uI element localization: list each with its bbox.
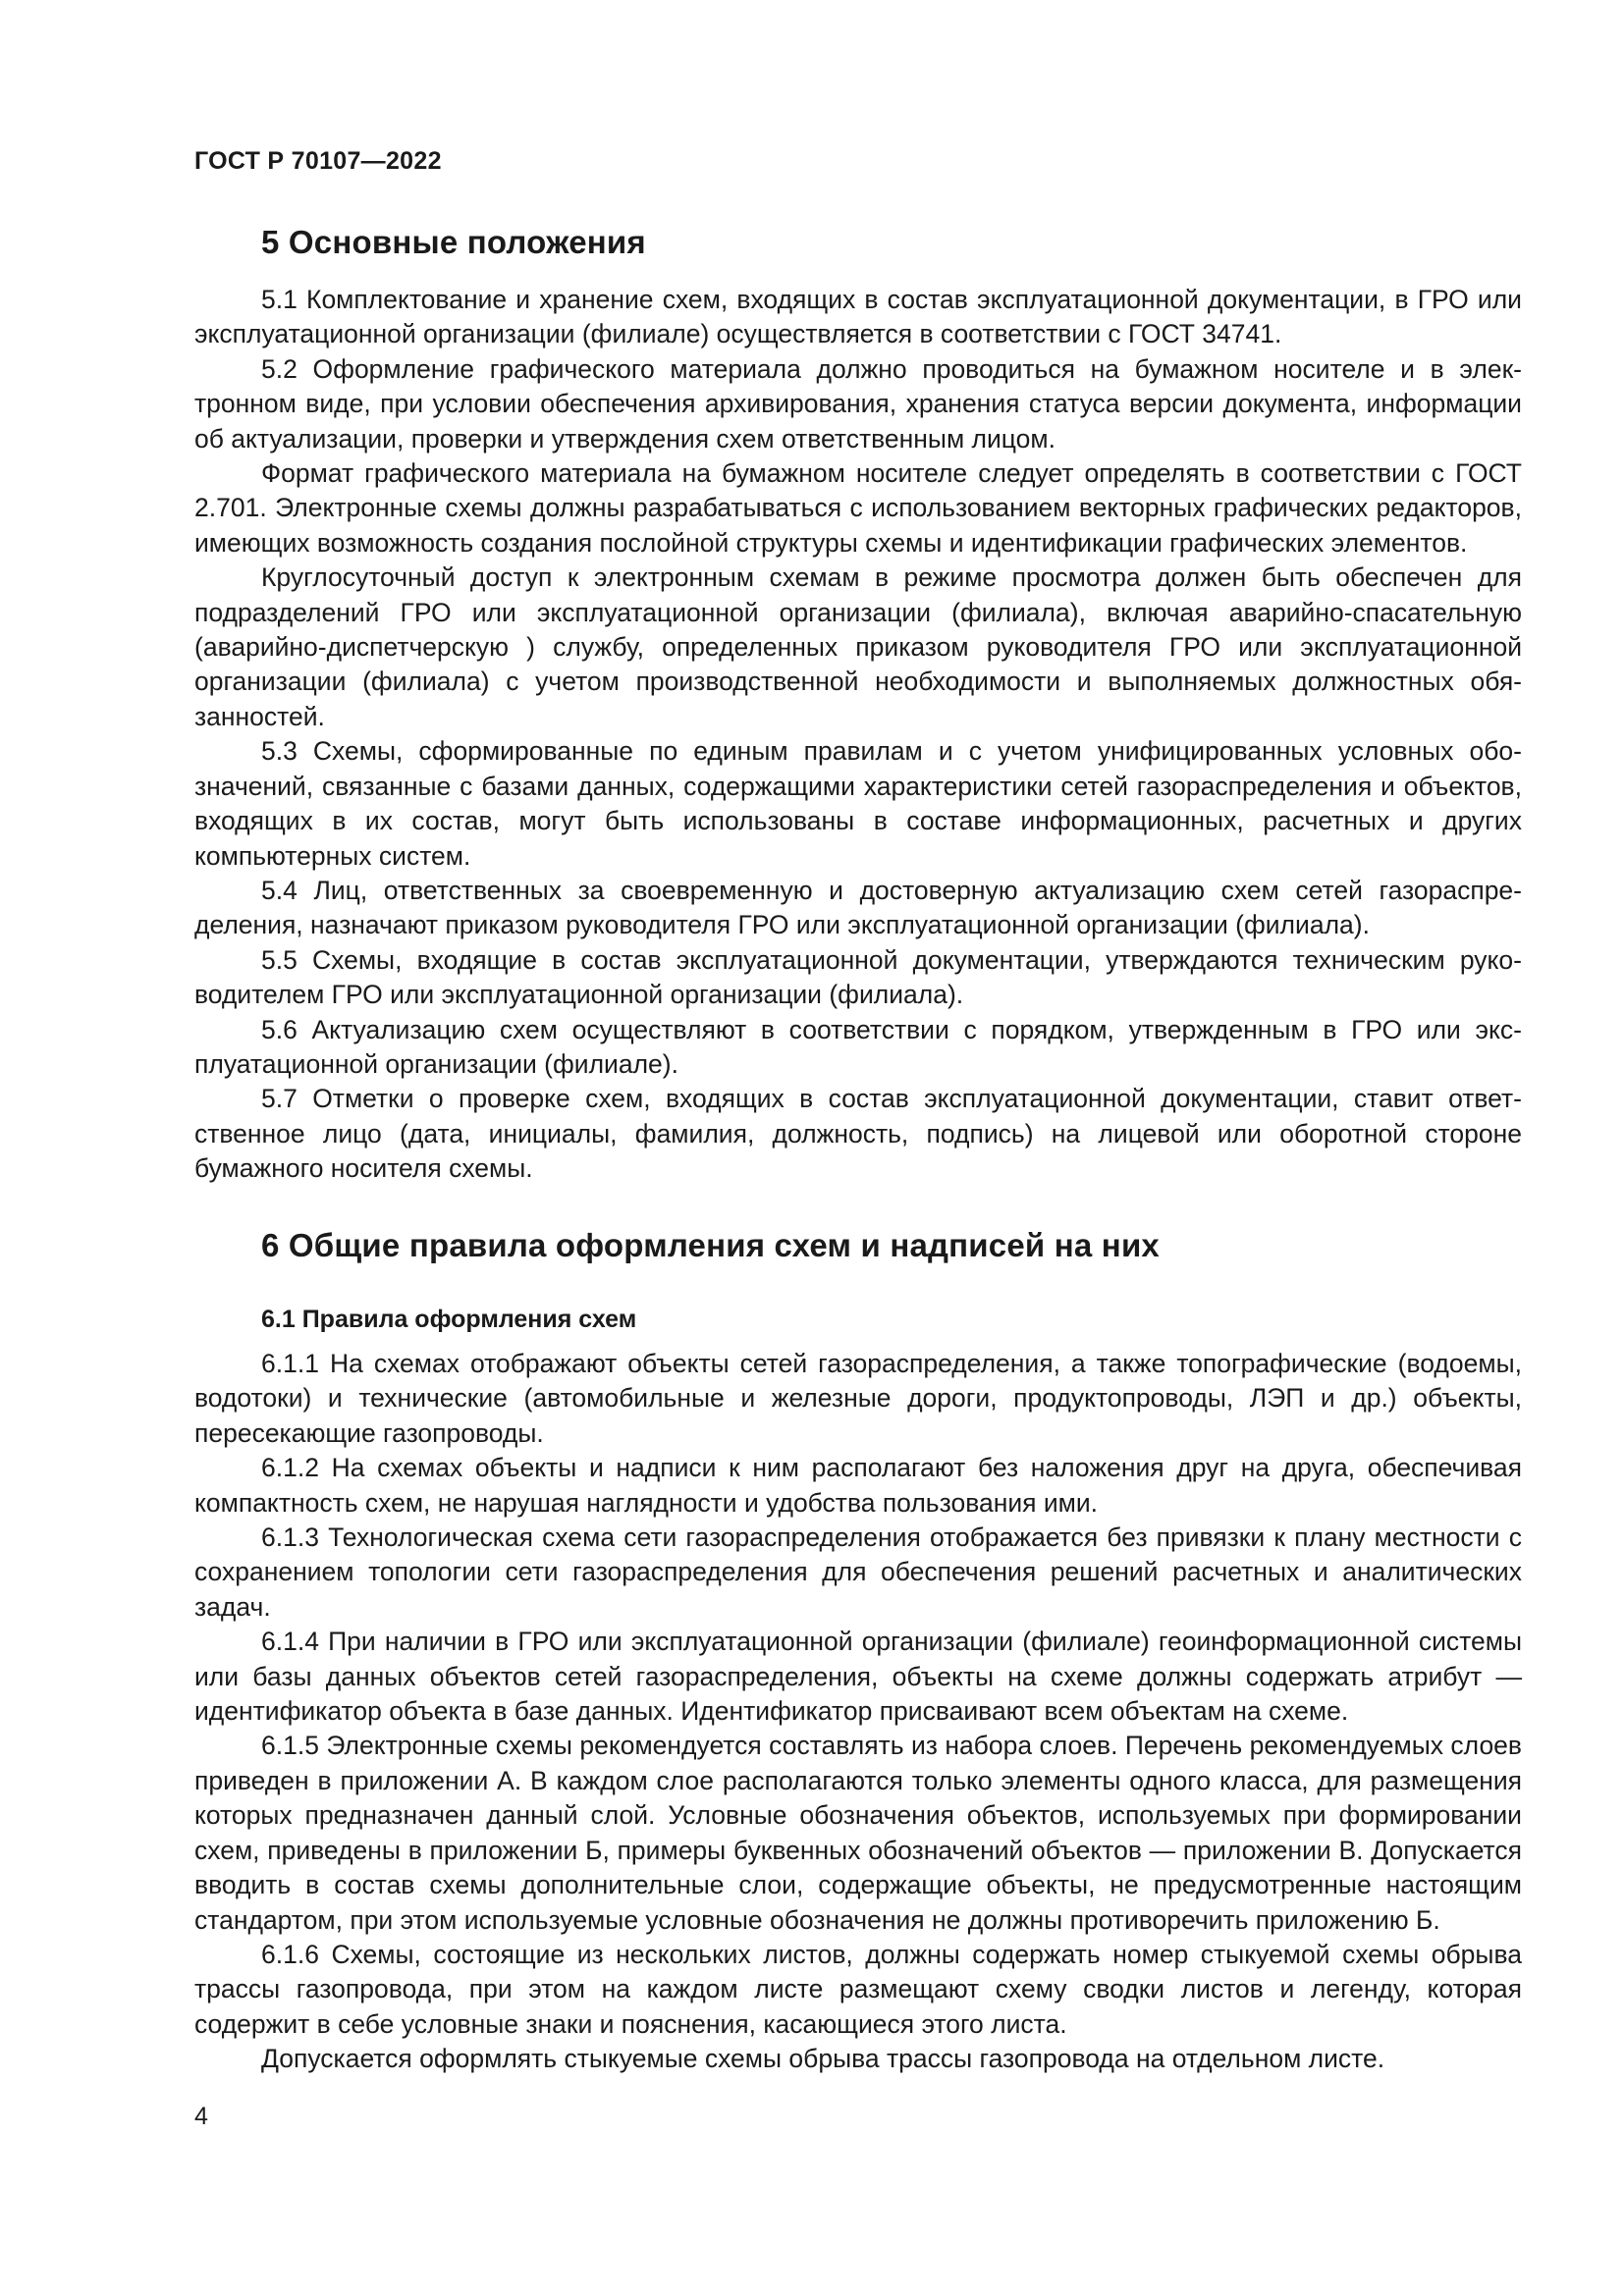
paragraph-6-1-1: 6.1.1 На схемах отображают объекты сетей газораспределения, а также топографические (водоемы, водотоки) и технические (автомобильные и железные дороги, продуктопроводы, ЛЭП и др.) объекты, пересекающие газопроводы. — [194, 1349, 1522, 1448]
section-5-heading: 5 Основные положения — [261, 224, 646, 260]
document-code: ГОСТ Р 70107—2022 — [194, 147, 442, 175]
paragraph-5-1: 5.1 Комплектование и хранение схем, входящих в состав эксплуатационной документации, в ГРО или эксплуатационной организации (филиале) осуществляется в соответствии с ГОСТ 34741. — [194, 285, 1522, 349]
paragraph-5-6: 5.6 Актуализацию схем осуществляют в соответствии с порядком, утвержденным в ГРО или эксплуатационной организации (филиале). — [194, 1014, 1522, 1079]
paragraph-5-7: 5.7 Отметки о проверке схем, входящих в состав эксплуатационной документации, ставит ответственное лицо (дата, инициалы, фамилия, должность, подпись) на лицевой или оборотной стороне бумажного носителя схемы. — [194, 1084, 1522, 1184]
paragraph-6-1-4: 6.1.4 При наличии в ГРО или эксплуатационной организации (филиале) геоинформационной системы или базы данных объектов сетей газораспределения, объекты на схеме должны содержать атрибут — идентификатор объекта в базе данных. Идентификатор присваивают всем объектам на схеме. — [194, 1627, 1522, 1727]
section-5-body — [194, 283, 1522, 1187]
section-6-heading: 6 Общие правила оформления схем и надписей на них — [261, 1227, 1160, 1263]
paragraph-6-1-3: 6.1.3 Технологическая схема сети газораспределения отображается без привязки к плану местности с сохранением топологии сети газораспределения для обеспечения решений расчетных и аналитических задач. — [194, 1522, 1522, 1622]
paragraph-6-1-6: 6.1.6 Схемы, состоящие из нескольких листов, должны содержать номер стыкуемой схемы обрыва трассы газопровода, при этом на каждом листе размещают схему сводки листов и легенду, которая содержит в себе условные знаки и пояснения, касающиеся этого листа. — [194, 1939, 1522, 2039]
subsection-6-1-heading: 6.1 Правила оформления схем — [261, 1306, 637, 1333]
section-6-body — [194, 1347, 1522, 2077]
paragraph-5-2-access: Круглосуточный доступ к электронным схемам в режиме просмотра должен быть обеспечен для подразделений ГРО или эксплуатационной организации (филиала), включая аварийно-спасательную (аварийно-диспетчерскую ) службу, определенных приказом руководителя ГРО или эксплуатационной организации (филиала) с учетом производственной необходимости и выполняемых должностных обязанностей. — [194, 562, 1522, 731]
paragraph-6-1-2: 6.1.2 На схемах объекты и надписи к ним располагают без наложения друг на друга, обеспечивая компактность схем, не нарушая наглядности и удобства пользования ими. — [194, 1453, 1522, 1518]
paragraph-5-2-format: Формат графического материала на бумажном носителе следует определять в соответствии с ГОСТ 2.701. Электронные схемы должны разрабатываться с использованием векторных графических редакторов, имеющих возможность создания послойной структуры схемы и идентификации графических элементов. — [194, 458, 1522, 558]
paragraph-5-4: 5.4 Лиц, ответственных за своевременную и достоверную актуализацию схем сетей газораспределения, назначают приказом руководителя ГРО или эксплуатационной организации (филиала). — [194, 875, 1522, 940]
paragraph-6-1-5: 6.1.5 Электронные схемы рекомендуется составлять из набора слоев. Перечень рекомендуемых слоев приведен в приложении А. В каждом слое располагаются только элементы одного класса, для размещения которых предназначен данный слой. Условные обозначения объектов, используемых при формировании схем, приведены в приложении Б, примеры буквенных обозначений объектов — приложении В. Допускается вводить в состав схемы дополнительные слои, содержащие объекты, не предусмотренные настоящим стандартом, при этом используемые условные обозначения не должны противоречить приложению Б. — [194, 1731, 1522, 1935]
paragraph-6-1-6-note: Допускается оформлять стыкуемые схемы обрыва трассы газопровода на отдельном листе. — [261, 2044, 1385, 2074]
page-number: 4 — [194, 2103, 208, 2130]
paragraph-5-5: 5.5 Схемы, входящие в состав эксплуатационной документации, утверждаются техническим руководителем ГРО или эксплуатационной организации (филиала). — [194, 944, 1522, 1010]
paragraph-5-2: 5.2 Оформление графического материала должно проводиться на бумажном носителе и в электронном виде, при условии обеспечения архивирования, хранения статуса версии документа, информации об актуализации, проверки и утверждения схем ответственным лицом. — [194, 353, 1522, 454]
paragraph-5-3: 5.3 Схемы, сформированные по единым правилам и с учетом унифицированных условных обозначений, связанные с базами данных, содержащими характеристики сетей газораспределения и объектов, входящих в их состав, могут быть использованы в составе информационных, расчетных и других компьютерных систем. — [194, 736, 1522, 871]
